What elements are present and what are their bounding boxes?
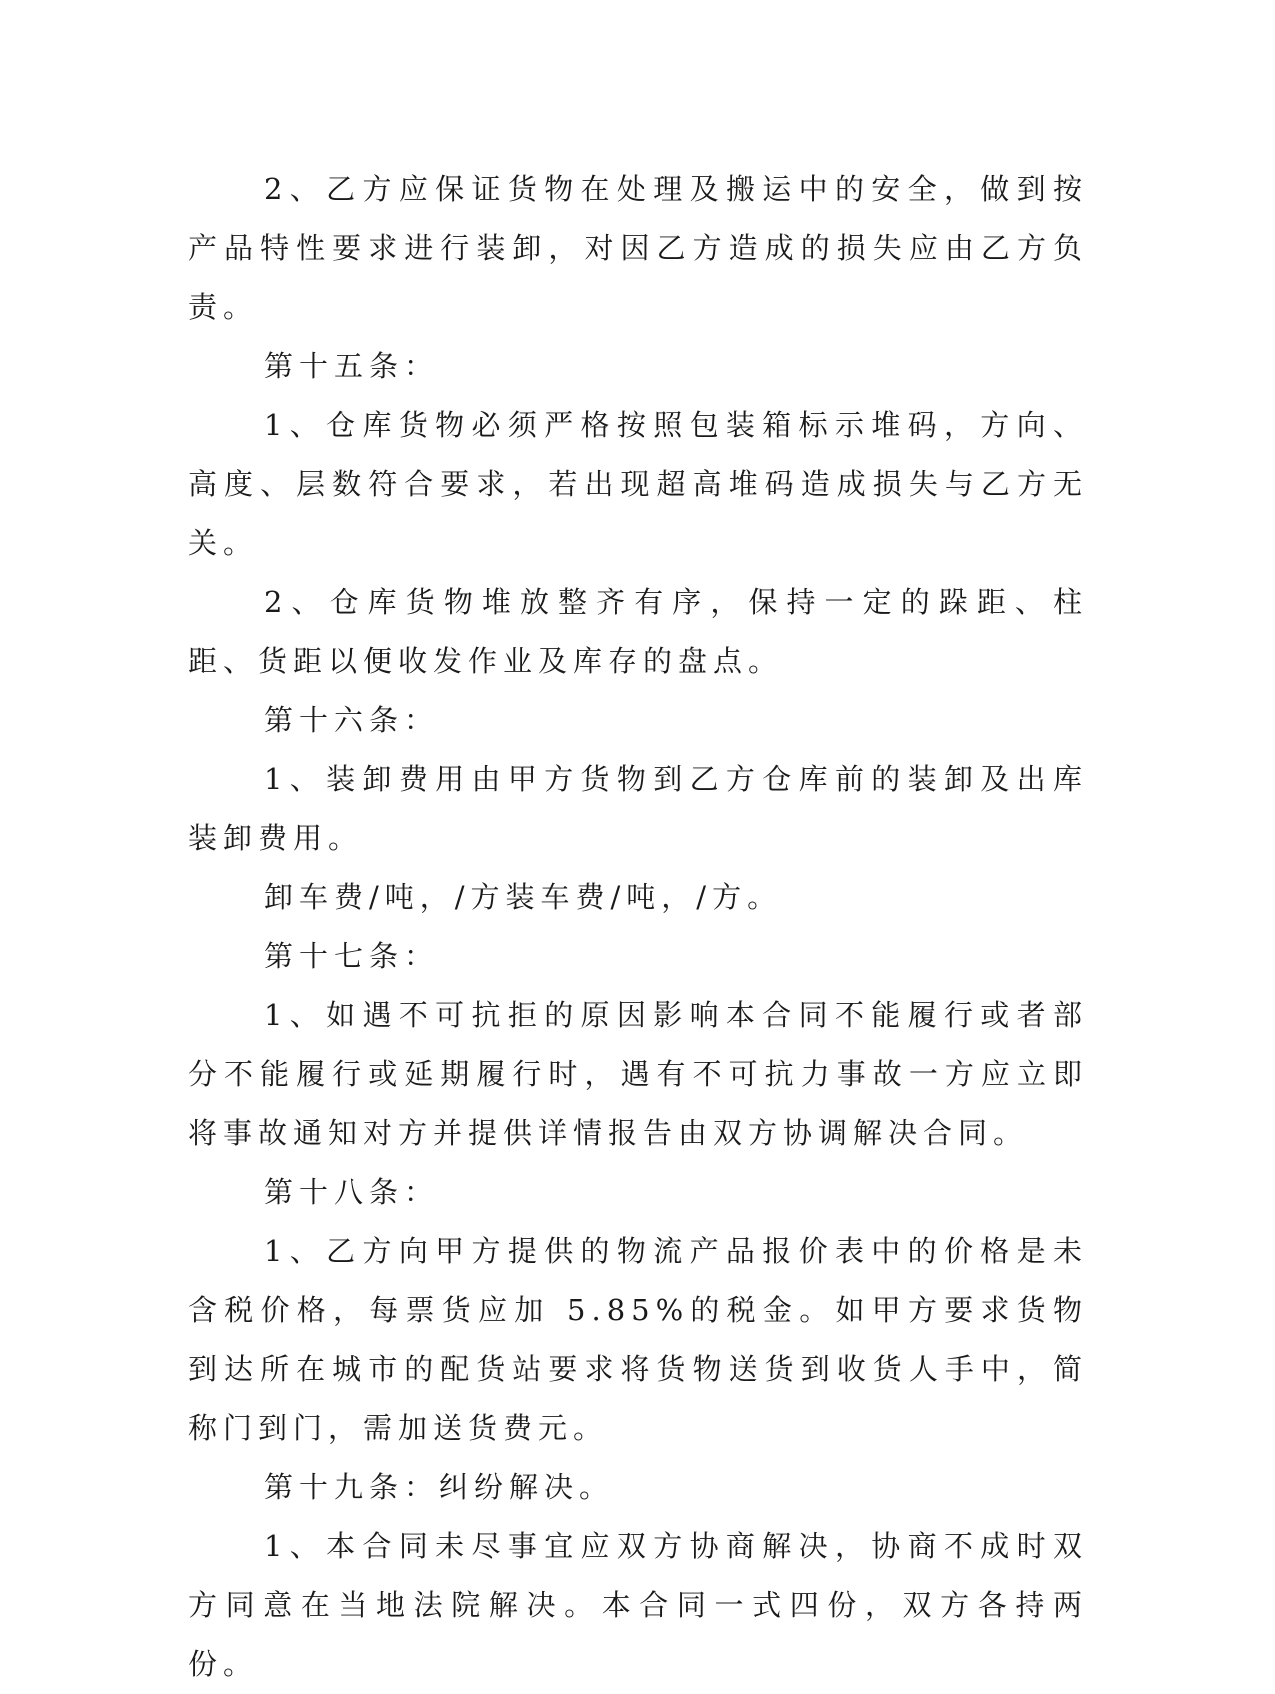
paragraph: 1、本合同未尽事宜应双方协商解决，协商不成时双方同意在当地法院解决。本合同一式四份，双方各持两份。 — [188, 1529, 1088, 1681]
paragraph: 1、装卸费用由甲方货物到乙方仓库前的装卸及出库装卸费用。 — [188, 762, 1088, 855]
paragraph: 2、仓库货物堆放整齐有序，保持一定的跺距、柱距、货距以便收发作业及库存的盘点。 — [188, 585, 1088, 678]
document-body — [188, 160, 1088, 1694]
paragraph: 2、乙方应保证货物在处理及搬运中的安全，做到按产品特性要求进行装卸，对因乙方造成的损失应由乙方负责。 — [188, 172, 1088, 324]
article-heading: 第十五条： — [264, 349, 440, 383]
paragraph: 1、乙方向甲方提供的物流产品报价表中的价格是未含税价格，每票货应加 5.85%的税金。如甲方要求货物到达所在城市的配货站要求将货物送货到收货人手中，简称门到门，需加送货费元。 — [188, 1234, 1088, 1445]
article-heading: 第十六条： — [264, 703, 440, 737]
paragraph: 卸车费/吨，/方装车费/吨，/方。 — [264, 880, 783, 914]
paragraph: 1、如遇不可抗拒的原因影响本合同不能履行或者部分不能履行或延期履行时，遇有不可抗力事故一方应立即将事故通知对方并提供详情报告由双方协调解决合同。 — [188, 998, 1088, 1150]
article-heading: 第十九条：纠纷解决。 — [264, 1470, 615, 1504]
article-heading: 第十八条： — [264, 1175, 440, 1209]
paragraph: 1、仓库货物必须严格按照包装箱标示堆码，方向、高度、层数符合要求，若出现超高堆码造成损失与乙方无关。 — [188, 408, 1088, 560]
article-heading: 第十七条： — [264, 939, 440, 973]
